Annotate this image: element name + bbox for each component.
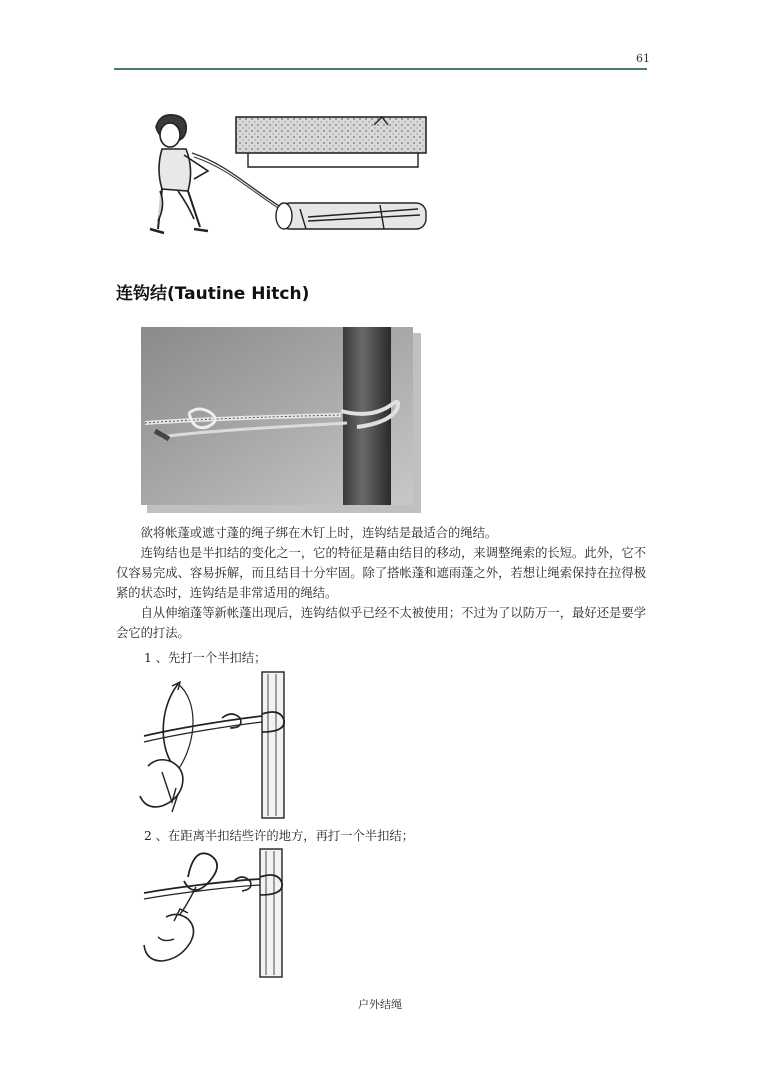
footer-text: 户外结绳 xyxy=(358,998,402,1011)
page-number: 61 xyxy=(636,52,650,65)
paragraph-features: 连钩结也是半扣结的变化之一，它的特征是藉由结目的移动，来调整绳索的长短。此外，它不仅容易完成、容易拆解，而且结目十分牢固。除了搭帐蓬和遮雨蓬之外，若想让绳索保持在拉得极紧的状态时，连钩结是非常适用的绳结。 xyxy=(116,546,646,600)
step-2-illustration xyxy=(138,847,303,979)
taut-line-hitch-photo xyxy=(141,327,421,513)
section-title: 连钩结(Tautine Hitch) xyxy=(116,284,310,304)
paragraph-usage: 自从伸缩蓬等新帐蓬出现后，连钩结似乎已经不太被使用；不过为了以防万一，最好还是要学会它的打法。 xyxy=(116,606,646,640)
pulling-log-illustration xyxy=(148,105,430,240)
step-1-illustration xyxy=(138,670,298,820)
paragraph-intro: 欲将帐蓬或遮寸蓬的绳子绑在木钉上时，连钩结是最适合的绳结。 xyxy=(140,526,498,540)
step-2-label: 2 、在距离半扣结些许的地方，再打一个半扣结； xyxy=(144,829,414,843)
body-text xyxy=(116,523,646,643)
step-1-label: 1 、先打一个半扣结； xyxy=(144,651,267,665)
header-rule xyxy=(114,68,647,70)
